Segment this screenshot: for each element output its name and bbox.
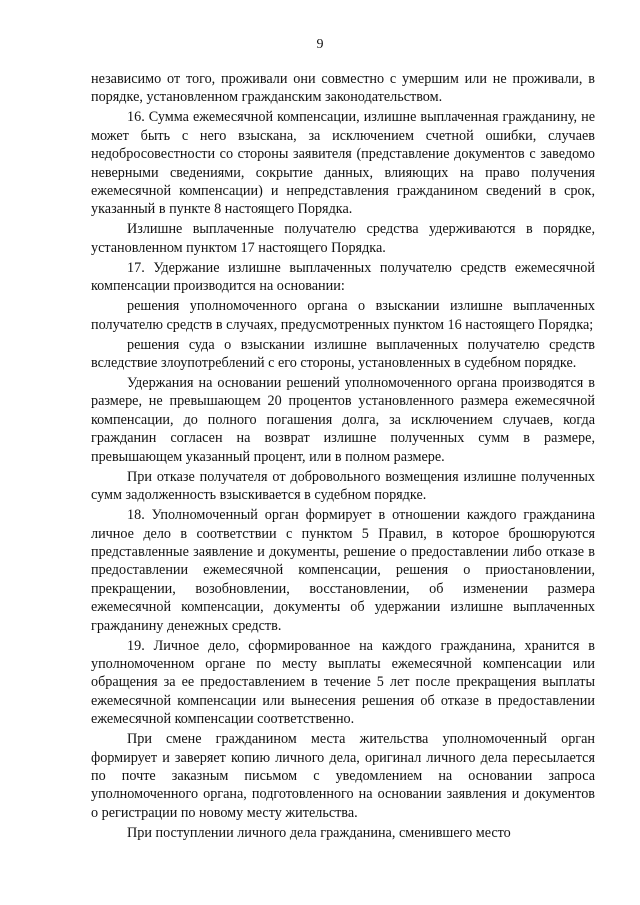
- paragraph-item-16: 16. Сумма ежемесячной компенсации, излишне выплаченная гражданину, не может быть с него взыскана, за исключением счетной ошибки, случаев недобросовестности со стороны заявителя (представление документов с заведомо неверными сведениями, сокрытие данных, влияющих на право получения ежемесячной компенсации) и непредставления гражданином сведений в срок, указанный в пункте 8 настоящего Порядка.: [91, 109, 595, 218]
- paragraph-court-decision: решения суда о взыскании излишне выплаченных получателю средств вследствие злоупотреблений с его стороны, установленных в судебном порядке.: [91, 336, 595, 372]
- paragraph-continuation: независимо от того, проживали они совместно с умершим или не проживали, в порядке, установленном гражданским законодательством.: [91, 71, 595, 106]
- paragraph-authority-decision: решения уполномоченного органа о взыскании излишне выплаченных получателю средств в случаях, предусмотренных пунктом 16 настоящего Порядка;: [91, 298, 595, 333]
- paragraph-item-18: 18. Уполномоченный орган формирует в отношении каждого гражданина личное дело в соответствии с пунктом 5 Правил, в которое брошюруются представленные заявление и документы, решение о предоставлении либо отказе в предоставлении ежемесячной компенсации, решения о приостановлении, прекращении, возобновлении, восстановлении, об изменении размера ежемесячной компенсации, документы об удержании излишне выплаченных гражданину денежных средств.: [91, 507, 595, 634]
- document-body: [91, 70, 595, 842]
- paragraph-refusal: При отказе получателя от добровольного возмещения излишне полученных сумм задолженность взыскивается в судебном порядке.: [91, 468, 595, 504]
- paragraph-item-17: 17. Удержание излишне выплаченных получателю средств ежемесячной компенсации производится на основании:: [91, 259, 595, 295]
- paragraph-file-receipt: При поступлении личного дела гражданина, сменившего место: [127, 824, 511, 841]
- paragraph-overpaid-funds: Излишне выплаченные получателю средства удерживаются в порядке, установленном пунктом 17 настоящего Порядка.: [91, 221, 595, 256]
- paragraph-item-19: 19. Личное дело, сформированное на каждого гражданина, хранится в уполномоченном органе по месту выплаты ежемесячной компенсации или обращения за ее предоставлением в течение 5 лет после прекращения выплаты ежемесячной компенсации или вынесения решения об отказе в предоставлении ежемесячной компенсации соответственно.: [91, 637, 595, 728]
- paragraph-deductions: Удержания на основании решений уполномоченного органа производятся в размере, не превышающем 20 процентов установленного размера ежемесячной компенсации, до полного погашения долга, за исключением случаев, когда гражданин согласен на возврат излишне полученных сумм в размере, превышающем указанный процент, или в полном размере.: [91, 375, 595, 465]
- paragraph-residence-change: При смене гражданином места жительства уполномоченный орган формирует и заверяет копию личного дела, оригинал личного дела пересылается по почте заказным письмом с уведомлением на основании запроса уполномоченного органа, подготовленного на основании заявления и документов о регистрации по новому месту жительства.: [91, 731, 595, 821]
- page-number: 9: [316, 37, 324, 52]
